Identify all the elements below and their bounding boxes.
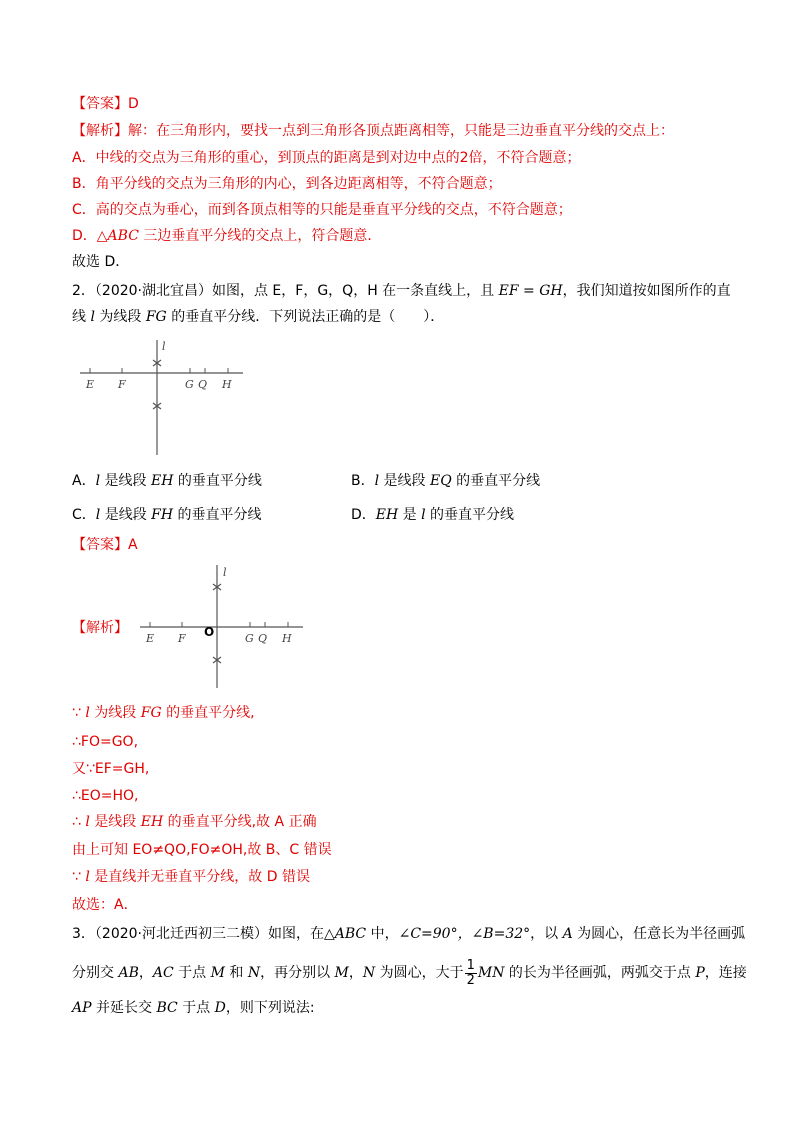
analysis-option-b: B．角平分线的交点为三角形的内心，到各边距离相等，不符合题意； (72, 176, 502, 192)
analysis-option-c: C．高的交点为垂心，而到各顶点相等的只能是垂直平分线的交点，不符合题意； (72, 202, 572, 218)
fraction-one-half: $\frac{1}{2}$ (466, 957, 475, 988)
analysis-figure (138, 560, 308, 690)
svg-text:F: F (178, 632, 186, 645)
svg-text:l: l (223, 566, 227, 579)
q3-stem-line-1: 3．（2020·河北迁西初三二模）如图，在△ABC 中，∠C=90°，∠B=32°，以 A 为圆心，任意长为半径画弧 (72, 926, 746, 942)
label-l: l (162, 340, 166, 353)
q2-figure (78, 330, 248, 460)
svg-text:Q: Q (258, 632, 268, 645)
label-f: F (118, 378, 126, 391)
analysis2-step-8: 故选：A． (72, 897, 138, 913)
analysis2-step-3: 又∵EF=GH, (72, 761, 150, 777)
analysis-option-d: D．△ABC 三边垂直平分线的交点上，符合题意． (72, 228, 382, 244)
analysis-option-a: A．中线的交点为三角形的重心，到顶点的距离是到对边中点的2倍，不符合题意； (72, 150, 581, 166)
q3-stem-line-3: AP 并延长交 BC 于点 D，则下列说法: (72, 1000, 315, 1016)
analysis2-step-2: ∴FO=GO, (72, 734, 139, 750)
label-g: G (185, 378, 194, 391)
answer-value: D (128, 96, 139, 112)
analysis-intro: 【解析】解：在三角形内，要找一点到三角形各顶点距离相等，只能是三边垂直平分线的交点上： (72, 123, 674, 139)
answer-tag: 【答案】 (72, 537, 128, 553)
answer-tag: 【答案】 (72, 96, 128, 112)
q2-equation: EF = GH (498, 283, 563, 299)
svg-text:H: H (282, 632, 292, 645)
svg-text:E: E (146, 632, 155, 645)
svg-text:G: G (245, 632, 254, 645)
q2-option-b[interactable]: B．l 是线段 EQ 的垂直平分线 (351, 473, 541, 489)
q2-stem-line-2: 线 l 为线段 FG 的垂直平分线．下列说法正确的是（ ）． (72, 309, 445, 325)
analysis2-step-1: ∵ l 为线段 FG 的垂直平分线, (72, 705, 255, 721)
answer-line-1 (72, 94, 139, 114)
conclusion-1: 故选 D． (72, 254, 130, 270)
q2-option-d[interactable]: D．EH 是 l 的垂直平分线 (351, 507, 515, 523)
analysis-tag: 【解析】 (72, 123, 128, 139)
analysis2-step-6: 由上可知 EO≠QO,FO≠OH,故 B、C 错误 (72, 842, 332, 858)
q3-stem-line-2: 分别交 AB，AC 于点 M 和 N，再分别以 M，N 为圆心，大于 $\frac{1}{2}$ MN 的长为半径画弧，两弧交于点 P，连接 (72, 957, 747, 988)
analysis2-step-4: ∴EO=HO, (72, 788, 139, 804)
answer-value: A (128, 537, 138, 553)
answer-line-2 (72, 535, 138, 555)
analysis-tag-2: 【解析】 (72, 620, 128, 636)
q2-stem-line-1: 2．（2020·湖北宜昌）如图，点 E，F，G，Q，H 在一条直线上，且 EF = GH，我们知道按如图所作的直 (72, 283, 731, 299)
label-q: Q (198, 378, 208, 391)
q2-option-a[interactable]: A．l 是线段 EH 的垂直平分线 (72, 473, 262, 489)
label-e: E (86, 378, 95, 391)
q2-option-c[interactable]: C．l 是线段 FH 的垂直平分线 (72, 507, 262, 523)
analysis2-step-7: ∵ l 是直线并无垂直平分线，故 D 错误 (72, 869, 310, 885)
analysis2-step-5: ∴ l 是线段 EH 的垂直平分线,故 A 正确 (72, 814, 317, 830)
svg-text:O: O (204, 625, 215, 639)
label-h: H (222, 378, 232, 391)
